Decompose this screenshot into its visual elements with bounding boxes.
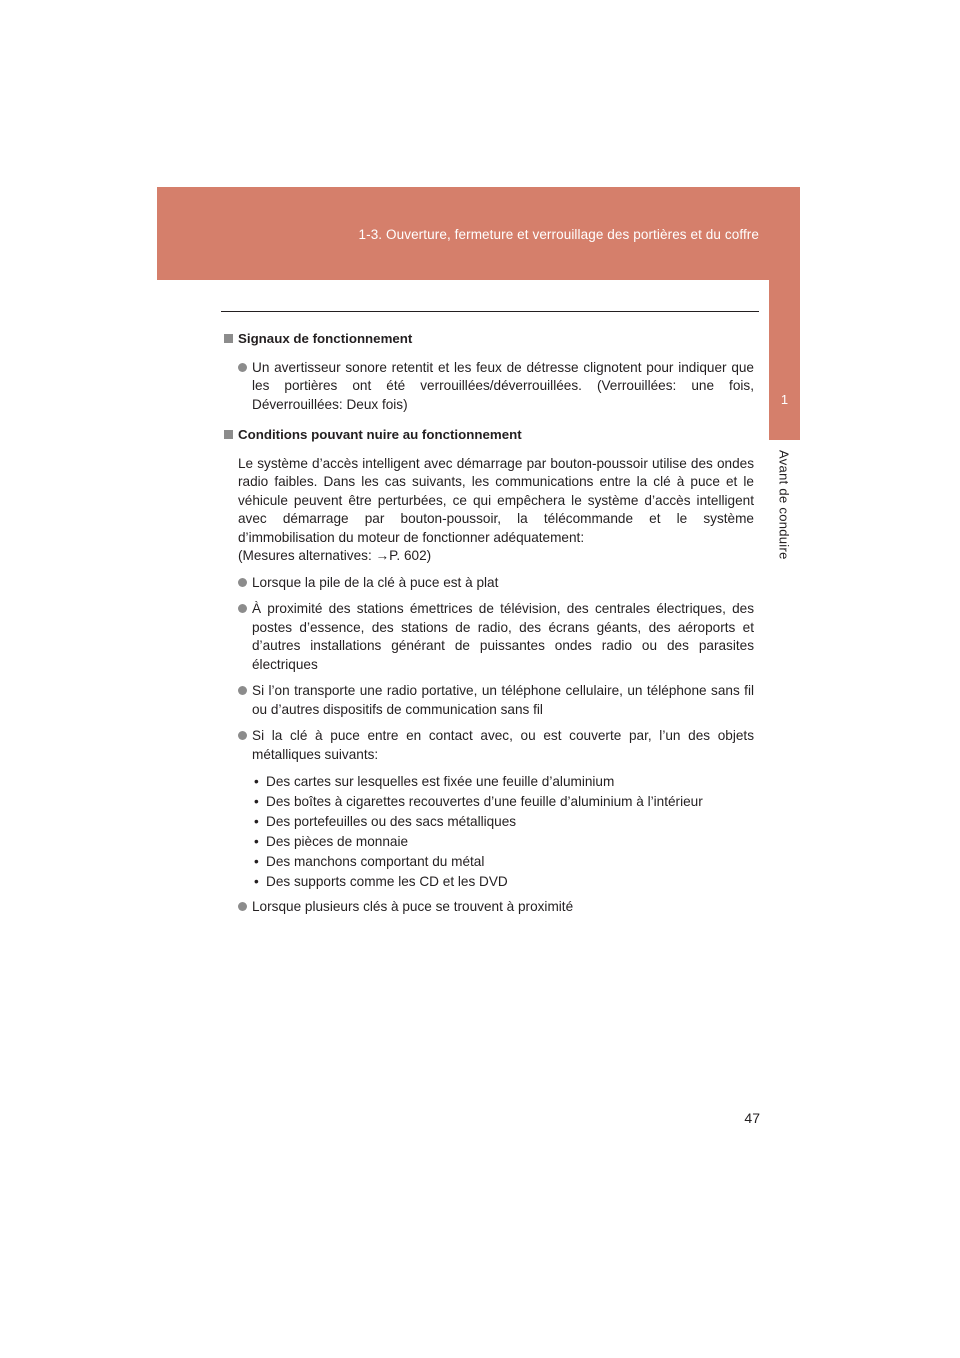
chapter-side-label	[774, 450, 794, 580]
page-reference: (Mesures alternatives: →P. 602)	[238, 548, 432, 563]
circle-bullet-icon	[238, 731, 247, 740]
sub-list-item	[224, 872, 754, 892]
sub-list-item-text: Des portefeuilles ou des sacs métalliques	[266, 814, 517, 829]
section-intro: Le système d’accès intelligent avec démarrage par bouton-poussoir utilise des ondes radio faibles. Dans les cas suivants, les communications entre la clé à puce et le véhicule peuvent être perturbées, ce qui empêchera le système d’accès intelligent avec démarrage par bouton-poussoir, la télécommande et le système d’immobilisation du moteur de fonctionner adéquatement:	[238, 455, 754, 545]
middle-dot-icon: •	[254, 814, 259, 829]
square-bullet-icon	[224, 430, 233, 439]
sub-list-item	[224, 772, 754, 792]
sub-list-item-text: Des cartes sur lesquelles est fixée une feuille d’aluminium	[266, 774, 615, 789]
circle-bullet-icon	[238, 604, 247, 613]
chapter-number: 1	[780, 392, 789, 407]
section-heading	[224, 426, 754, 445]
list-item	[224, 727, 754, 764]
section-heading-text: Signaux de fonctionnement	[238, 331, 413, 346]
square-bullet-icon	[224, 334, 233, 343]
circle-bullet-icon	[238, 578, 247, 587]
list-item-text: Si la clé à puce entre en contact avec, ou est couverte par, l’un des objets métalliques suivants:	[252, 728, 754, 762]
middle-dot-icon: •	[254, 854, 259, 869]
section-heading-text: Conditions pouvant nuire au fonctionnement	[238, 427, 522, 442]
middle-dot-icon: •	[254, 874, 259, 889]
middle-dot-icon: •	[254, 834, 259, 849]
circle-bullet-icon	[238, 363, 247, 372]
sub-list-item	[224, 832, 754, 852]
chapter-side-label-text: Avant de conduire	[776, 450, 792, 560]
middle-dot-icon: •	[254, 774, 259, 789]
list-item-text: Lorsque plusieurs clés à puce se trouvent à proximité	[252, 899, 574, 914]
list-item	[224, 359, 754, 415]
sub-list-item-text: Des manchons comportant du métal	[266, 854, 485, 869]
section-heading	[224, 330, 754, 349]
list-item	[224, 574, 754, 593]
list-item	[224, 898, 754, 917]
list-item-text: Si l’on transporte une radio portative, un téléphone cellulaire, un téléphone sans fil ou d’autres dispositifs de communication sans fil	[252, 683, 754, 717]
sub-list-item-text: Des pièces de monnaie	[266, 834, 409, 849]
chapter-header-band	[157, 187, 800, 280]
chapter-title: 1-3. Ouverture, fermeture et verrouillage des portières et du coffre	[358, 227, 759, 242]
list-item	[224, 600, 754, 674]
circle-bullet-icon	[238, 902, 247, 911]
list-item-text: À proximité des stations émettrices de télévision, des centrales électriques, des postes d’essence, des stations de radio, des écrans géants, des aéroports et d’autres installations générant de puissantes ondes radio ou des parasites électriques	[252, 601, 754, 672]
middle-dot-icon: •	[254, 794, 259, 809]
list-item	[224, 682, 754, 719]
list-item-text: Un avertisseur sonore retentit et les feux de détresse clignotent pour indiquer que les portières ont été verrouillées/déverrouillées. (Verrouillées: une fois, Déverrouillées: Deux fois)	[252, 359, 754, 412]
header-rule	[221, 311, 759, 312]
sub-list-item-text: Des boîtes à cigarettes recouvertes d’une feuille d’aluminium à l’intérieur	[266, 794, 703, 809]
page-content	[224, 330, 754, 925]
sub-list	[224, 772, 754, 892]
list-item-text: Lorsque la pile de la clé à puce est à plat	[252, 574, 499, 590]
sub-list-item	[224, 812, 754, 832]
sub-list-item	[224, 852, 754, 872]
page-number: 47	[744, 1110, 760, 1126]
chapter-side-tab	[769, 280, 800, 440]
sub-list-item	[224, 792, 754, 812]
circle-bullet-icon	[238, 686, 247, 695]
sub-list-item-text: Des supports comme les CD et les DVD	[266, 874, 508, 889]
